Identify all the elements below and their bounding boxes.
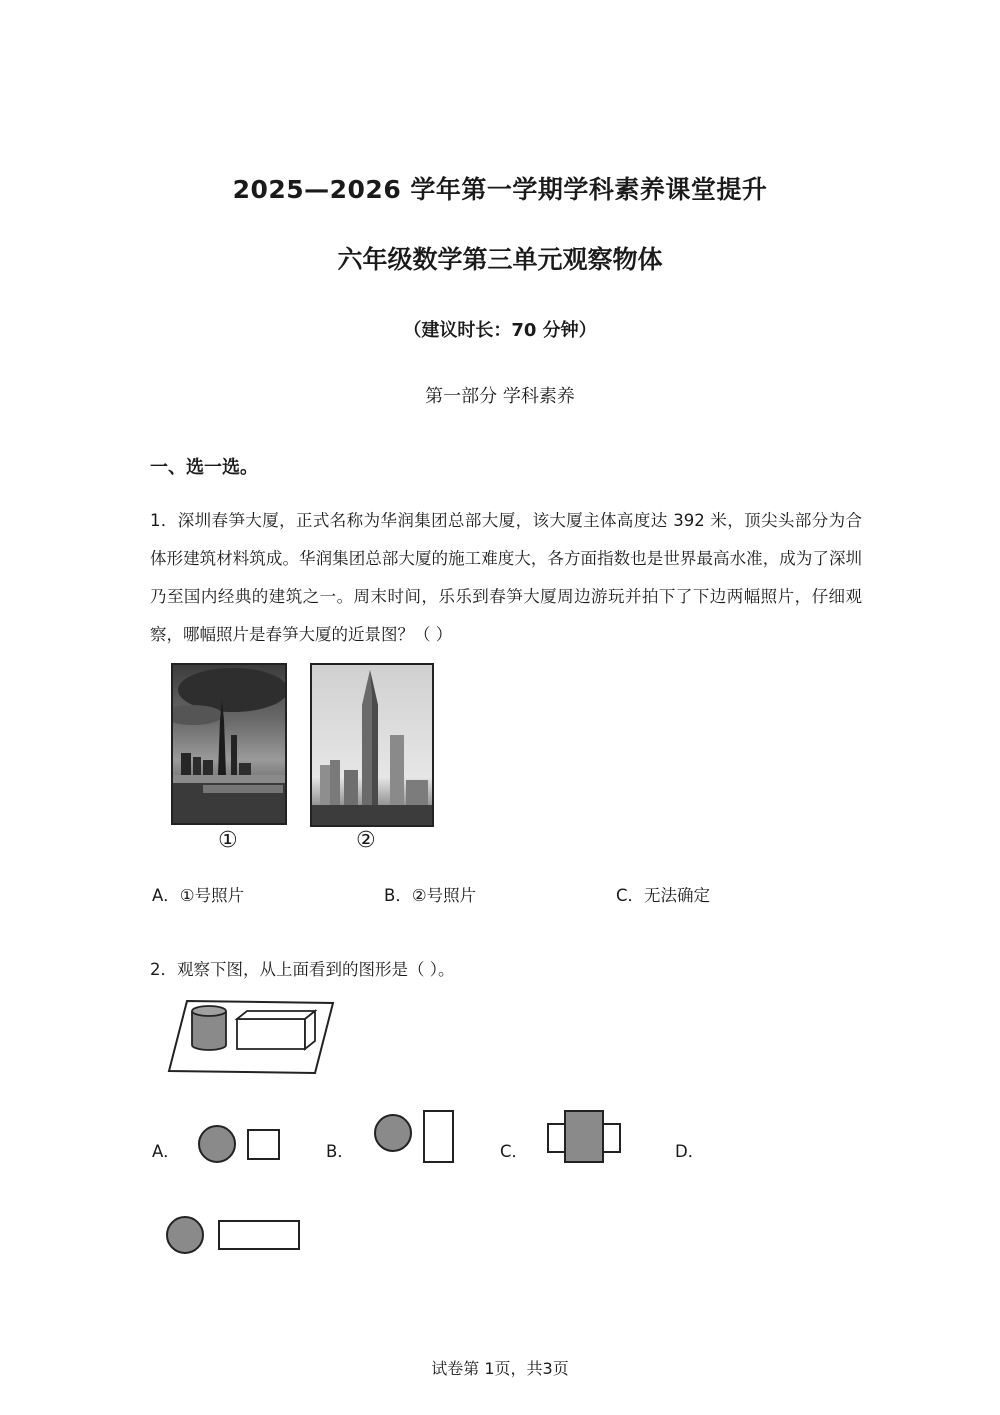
- q2-option-a-label[interactable]: A．: [152, 1142, 180, 1161]
- q2-solids-figure: [165, 995, 340, 1077]
- q2-option-d-label[interactable]: D．: [675, 1142, 705, 1161]
- title-line-2: 六年级数学第三单元观察物体: [337, 245, 663, 274]
- q2-option-c-figure[interactable]: [545, 1108, 625, 1166]
- photo-1: [171, 663, 287, 825]
- question-2-text: 2．观察下图，从上面看到的图形是（ ）。: [150, 960, 455, 979]
- q2-option-c-label[interactable]: C．: [500, 1142, 529, 1161]
- title-line-1: 2025—2026 学年第一学期学科素养课堂提升: [232, 175, 768, 204]
- q2-option-d-figure[interactable]: [163, 1212, 305, 1258]
- q2-option-a-figure[interactable]: [195, 1122, 285, 1166]
- photo-1-image: [173, 665, 285, 823]
- part-heading: 第一部分 学科素养: [425, 386, 575, 407]
- q2-option-b-figure[interactable]: [370, 1108, 460, 1166]
- q1-option-a[interactable]: A．①号照片: [152, 886, 245, 905]
- question-1-text: 1．深圳春笋大厦，正式名称为华润集团总部大厦，该大厦主体高度达 392 米，顶尖头部分为合体形建筑材料筑成。华润集团总部大厦的施工难度大，各方面指数也是世界最高水准，成为了深圳乃至国内经典的建筑之一。周末时间，乐乐到春笋大厦周边游玩并拍下了下边两幅照片，仔细观察，哪幅照片是春笋大厦的近景图？（ ）: [150, 511, 862, 644]
- duration-note: （建议时长：70 分钟）: [403, 320, 597, 341]
- photo-1-label: ①: [218, 828, 238, 853]
- page-footer: 试卷第 1页，共3页: [431, 1359, 569, 1378]
- photo-2: [310, 663, 434, 827]
- q1-option-c[interactable]: C．无法确定: [616, 886, 711, 905]
- photo-2-image: [312, 665, 432, 825]
- q2-option-b-label[interactable]: B．: [326, 1142, 354, 1161]
- q1-option-b[interactable]: B．②号照片: [384, 886, 477, 905]
- photo-2-label: ②: [356, 828, 376, 853]
- section-heading: 一、选一选。: [150, 457, 258, 478]
